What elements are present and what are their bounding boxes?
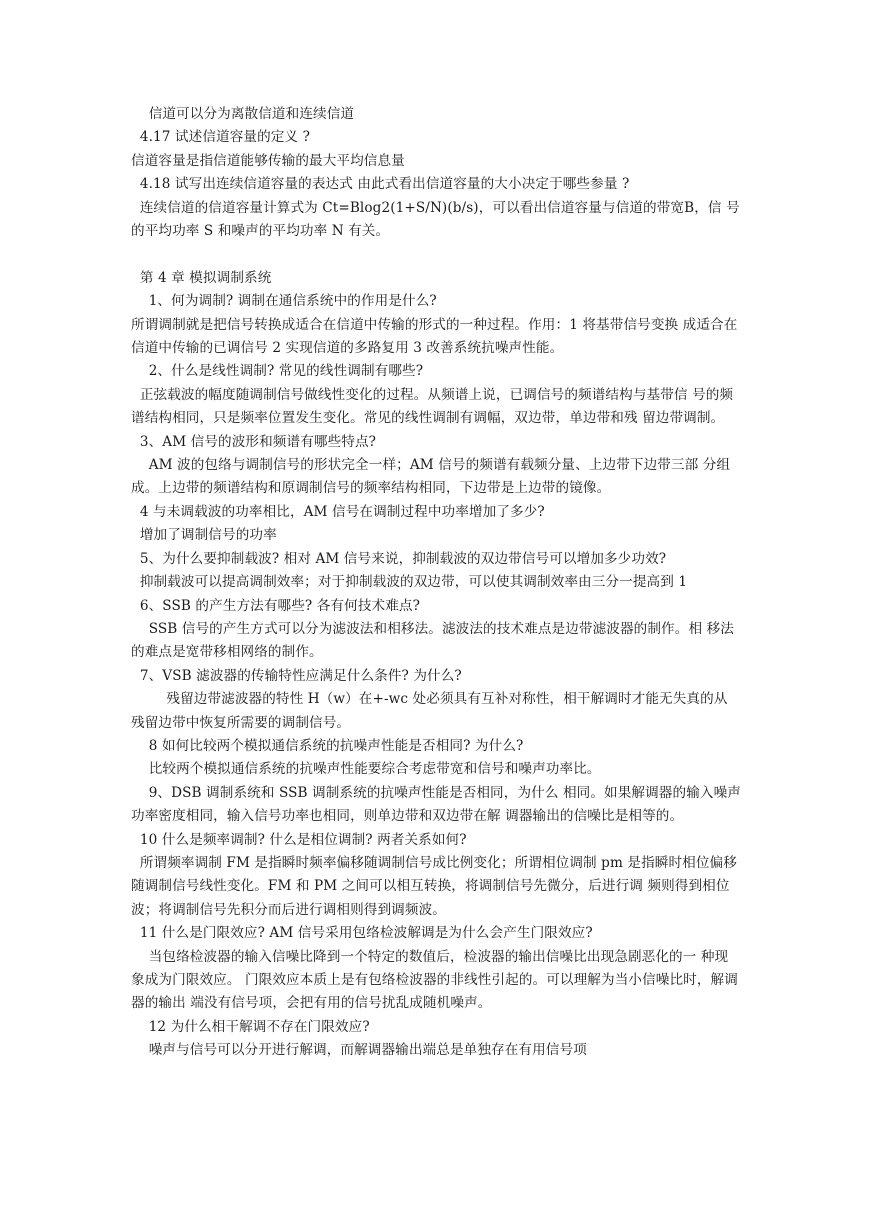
question-6: 6、SSB 的产生方法有哪些? 各有何技术难点? <box>131 597 420 614</box>
answer-6: SSB 信号的产生方式可以分为滤波法和相移法。滤波法的技术难点是边带滤波器的制作。相 移法的难点是宽带移相网络的制作。 <box>131 620 734 661</box>
blank-line <box>131 243 741 266</box>
answer-7: 残留边带滤波器的特性 H（w）在+-wc 处必须具有互补对称性，相干解调时才能无失真的从 残留边带中恢复所需要的调制信号。 <box>131 691 732 731</box>
document-page <box>131 103 741 1063</box>
answer-5: 抑制载波可以提高调制效率；对于抑制载波的双边带，可以使其调制效率由三分一提高到 1 <box>131 574 688 591</box>
question-11: 11 什么是门限效应? AM 信号采用包络检波解调是为什么会产生门限效应? <box>131 925 593 942</box>
answer-10: 所谓频率调制 FM 是指瞬时频率偏移随调制信号成比例变化；所谓相位调制 pm 是指瞬时相位偏移随调制信号线性变化。FM 和 PM 之间可以相互转换，将调制信号先微分，后进行调 频则得到相位波；将调制信号先积分而后进行调相则得到调频波。 <box>131 854 737 918</box>
question-4-18: 4.18 试写出连续信道容量的表达式 由此式看出信道容量的大小决定于哪些参量 ? <box>131 176 630 193</box>
chapter-4-section <box>131 267 741 1063</box>
answer-12: 噪声与信号可以分开进行解调，而解调器输出端总是单独存在有用信号项 <box>131 1042 587 1059</box>
answer-3: AM 波的包络与调制信号的形状完全一样；AM 信号的频谱有载频分量、上边带下边带三部 分组成。上边带的频谱结构和原调制信号的频率结构相同，下边带是上边带的镜像。 <box>131 457 731 497</box>
answer-4: 增加了调制信号的功率 <box>131 527 277 544</box>
question-2: 2、什么是线性调制? 常见的线性调制有哪些? <box>131 363 424 380</box>
question-1: 1、何为调制? 调制在通信系统中的作用是什么? <box>131 293 437 310</box>
question-5: 5、为什么要抑制载波? 相对 AM 信号来说，抑制载波的双边带信号可以增加多少功效? <box>131 550 667 567</box>
text-line: 信道可以分为离散信道和连续信道 <box>131 106 355 122</box>
question-10: 10 什么是频率调制? 什么是相位调制? 两者关系如何? <box>131 831 467 848</box>
question-7: 7、VSB 滤波器的传输特性应满足什么条件? 为什么? <box>131 667 462 684</box>
answer-8: 比较两个模拟通信系统的抗噪声性能要综合考虑带宽和信号和噪声功率比。 <box>131 761 601 778</box>
answer-4-17: 信道容量是指信道能够传输的最大平均信息量 <box>131 152 405 169</box>
question-8: 8 如何比较两个模拟通信系统的抗噪声性能是否相同? 为什么? <box>131 737 524 754</box>
question-12: 12 为什么相干解调不存在门限效应? <box>131 1018 370 1035</box>
question-4-17: 4.17 试述信道容量的定义 ? <box>131 129 310 146</box>
answer-2: 正弦载波的幅度随调制信号做线性变化的过程。从频谱上说，已调信号的频谱结构与基带信 号的频谱结构相同，只是频率位置发生变化。常见的线性调制有调幅，双边带，单边带和残 留边带调制。 <box>131 386 734 427</box>
question-3: 3、AM 信号的波形和频谱有哪些特点? <box>131 433 377 450</box>
chapter-title: 第 4 章 模拟调制系统 <box>131 269 272 286</box>
channel-section <box>131 103 741 243</box>
answer-11: 当包络检波器的输入信噪比降到一个特定的数值后，检波器的输出信噪比出现急剧恶化的一 种现象成为门限效应。 门限效应本质上是有包络检波器的非线性引起的。可以理解为当小信噪比时，解调器的输出 端没有信号项，会把有用的信号扰乱成随机噪声。 <box>131 948 738 1012</box>
answer-1: 所谓调制就是把信号转换成适合在信道中传输的形式的一种过程。作用：1 将基带信号变换 成适合在信道中传输的已调信号 2 实现信道的多路复用 3 改善系统抗噪声性能。 <box>131 316 738 357</box>
question-9-with-answer: 9、DSB 调制系统和 SSB 调制系统的抗噪声性能是否相同，为什么 相同。如果解调器的输入噪声功率密度相同，输入信号功率也相同，则单边带和双边带在解 调器输出的信噪比是相等的。 <box>131 784 741 825</box>
answer-4-18: 连续信道的信道容量计算式为 Ct=Blog2(1+S/N)(b/s)，可以看出信道容量与信道的带宽B，信 号的平均功率 S 和噪声的平均功率 N 有关。 <box>131 199 740 240</box>
question-4: 4 与未调载波的功率相比，AM 信号在调制过程中功率增加了多少? <box>131 503 545 520</box>
